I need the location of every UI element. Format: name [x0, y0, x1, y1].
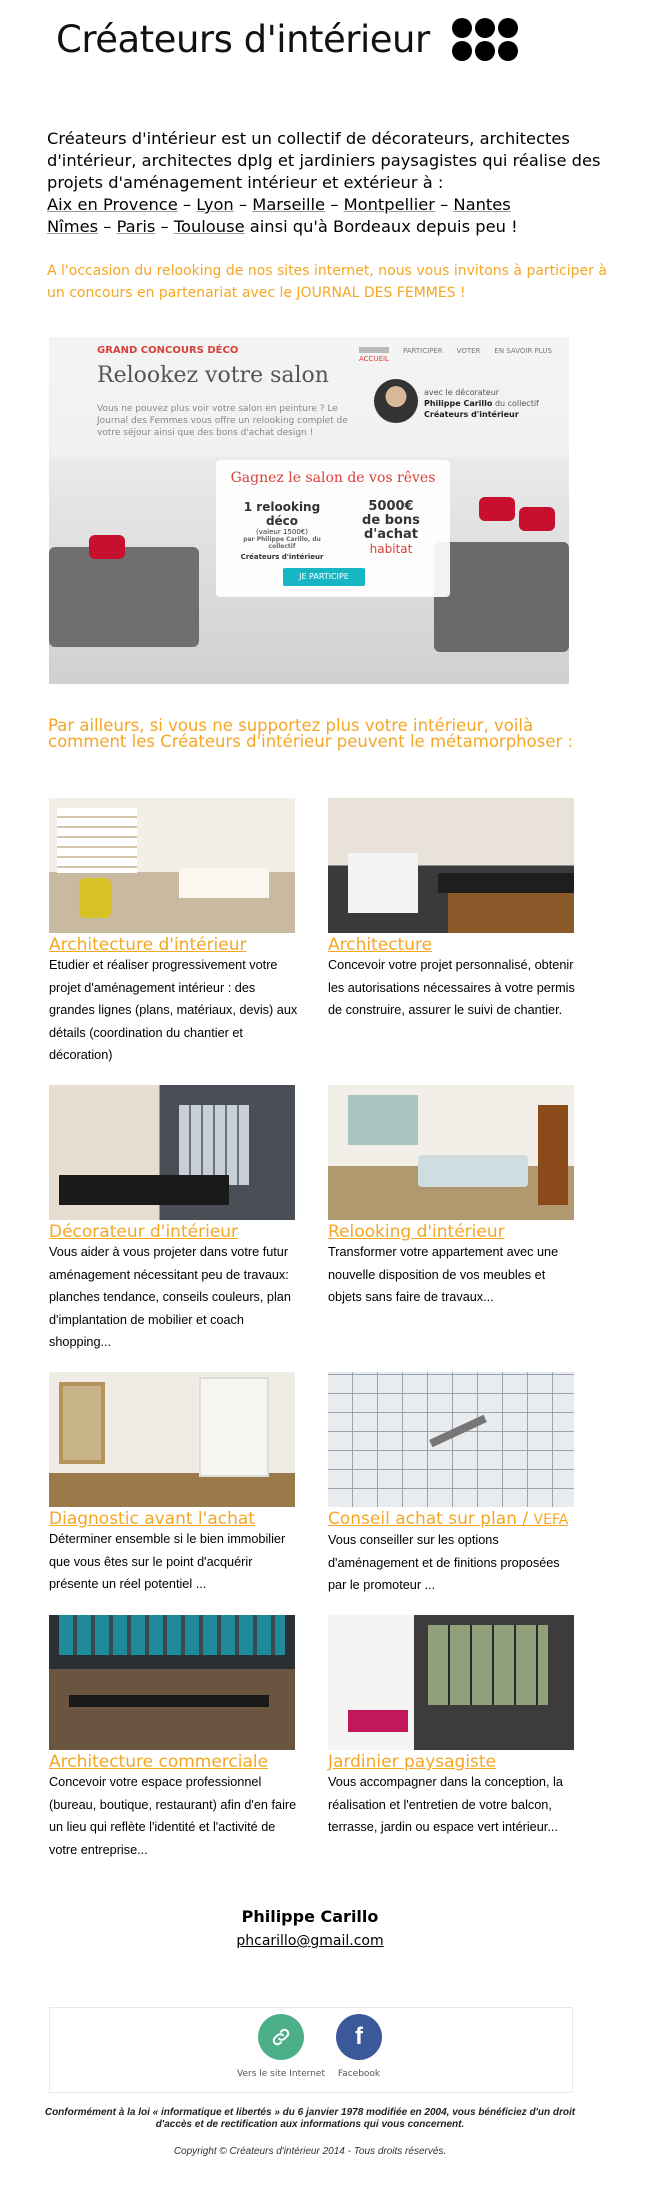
facebook-link[interactable] — [314, 2014, 404, 2079]
sofa-right — [434, 542, 569, 652]
intro-text: Créateurs d'intérieur est un collectif de décorateurs, architectes d'intérieur, architectes dplg et jardiniers paysagistes qui réalise des projets d'aménagement intérieur et extérieur à : — [47, 129, 601, 192]
city-link[interactable]: Aix en Provence — [47, 195, 178, 214]
service-photo[interactable] — [328, 1615, 574, 1750]
facebook-label: Facebook — [337, 2069, 381, 2079]
services-heading: Par ailleurs, si vous ne supportez plus votre intérieur, voilà comment les Créateurs d'intérieur peuvent le métamorphoser : — [48, 716, 574, 751]
service-photo[interactable] — [49, 798, 295, 933]
legal-notice: Conformément à la loi « informatique et libertés » du 6 janvier 1978 modifiée en 2004, vous bénéficiez d'un droit d'accès et de rectification aux informations qui vous concernent. — [44, 2107, 576, 2130]
service-photo[interactable] — [328, 1085, 574, 1220]
social-links — [49, 2007, 573, 2093]
participate-button[interactable]: JE PARTICIPE — [283, 568, 365, 586]
city-link[interactable]: Lyon — [196, 195, 234, 214]
service-desc: Concevoir votre projet personnalisé, obtenir les autorisations nécessaires à votre permis de construire, assurer le suivi de chantier. — [328, 958, 575, 1017]
service-photo[interactable] — [328, 798, 574, 933]
service-desc: Transformer votre appartement avec une nouvelle disposition de vos meubles et objets sans faire de travaux... — [328, 1245, 559, 1304]
banner-title: Relookez votre salon — [97, 363, 329, 388]
city-list: Aix en Provence – Lyon – Marseille – Montpellier – Nantes Nîmes – Paris – Toulouse ainsi qu'à Bordeaux depuis peu ! — [47, 195, 518, 236]
service-title[interactable]: Architecture d'intérieur — [49, 935, 247, 955]
service-title[interactable]: Jardinier paysagiste — [328, 1752, 497, 1772]
prize-title: Gagnez le salon de vos rêves — [230, 470, 436, 486]
service-title[interactable]: Architecture — [328, 935, 433, 955]
brand-logo[interactable] — [56, 18, 518, 61]
service-photo[interactable] — [328, 1372, 574, 1507]
service-card[interactable] — [328, 1085, 578, 1309]
service-desc: Vous accompagner dans la conception, la réalisation et l'entretien de votre balcon, terrasse, jardin ou espace vert intérieur... — [328, 1775, 563, 1834]
pillow — [479, 497, 515, 521]
signature-name: Philippe Carillo — [241, 1907, 379, 1926]
brand-dots-icon — [452, 18, 518, 61]
brand-name: Créateurs d'intérieur — [56, 18, 430, 61]
service-desc: Déterminer ensemble si le bien immobilier que vous êtes sur le point d'acquérir présente un réel potentiel ... — [49, 1532, 286, 1591]
city-link[interactable]: Paris — [116, 217, 156, 236]
city-link[interactable]: Nantes — [453, 195, 511, 214]
intro-paragraph — [47, 128, 607, 238]
city-link[interactable]: Marseille — [252, 195, 326, 214]
service-card[interactable] — [328, 798, 578, 1022]
service-card[interactable] — [328, 1615, 578, 1839]
service-desc: Concevoir votre espace professionnel (bureau, boutique, restaurant) afin d'en faire un lieu qui reflète l'identité et l'activité de votre entreprise... — [49, 1775, 297, 1857]
service-photo[interactable] — [49, 1372, 295, 1507]
service-title[interactable]: Conseil achat sur plan / VEFA — [328, 1509, 569, 1529]
service-desc: Etudier et réaliser progressivement votre projet d'aménagement intérieur : des grandes lignes (plans, matériaux, devis) aux détails (coordination du chantier et décoration) — [49, 958, 298, 1062]
facebook-icon[interactable]: f — [336, 2014, 382, 2060]
service-title[interactable]: Architecture commerciale — [49, 1752, 269, 1772]
service-title[interactable]: Relooking d'intérieur — [328, 1222, 505, 1242]
banner-nav-item[interactable]: EN SAVOIR PLUS — [494, 347, 552, 355]
service-card[interactable] — [49, 1085, 299, 1354]
service-photo[interactable] — [49, 1615, 295, 1750]
service-desc: Vous aider à vous projeter dans votre futur aménagement nécessitant peu de travaux: planches tendance, conseils couleurs, plan d'implantation de mobilier et coach shopping... — [49, 1245, 291, 1349]
service-card[interactable] — [328, 1372, 578, 1597]
intro-tail: ainsi qu'à Bordeaux depuis peu ! — [244, 217, 518, 236]
prize-offer-1: 1 relooking déco (valeur 1500€) par Philippe Carillo, du collectif Créateurs d'intérieur — [240, 500, 324, 561]
service-title[interactable]: Diagnostic avant l'achat — [49, 1509, 255, 1529]
banner-nav — [359, 347, 552, 363]
banner-label: GRAND CONCOURS DÉCO — [97, 345, 239, 356]
link-icon[interactable] — [258, 2014, 304, 2060]
service-photo[interactable] — [49, 1085, 295, 1220]
signature-email[interactable]: phcarillo@gmail.com — [236, 1933, 384, 1949]
pillow — [519, 507, 555, 531]
pillow — [89, 535, 125, 559]
service-card[interactable] — [49, 798, 299, 1067]
service-desc: Vous conseiller sur les options d'aménagement et de finitions proposées par le promoteur ... — [328, 1533, 560, 1592]
city-link[interactable]: Montpellier — [343, 195, 435, 214]
banner-decorator: avec le décorateur Philippe Carillo du collectif Créateurs d'intérieur — [424, 388, 539, 419]
website-label: Vers le site Internet — [237, 2069, 325, 2079]
contest-banner[interactable] — [49, 337, 569, 684]
banner-nav-item[interactable]: PARTICIPER — [402, 347, 443, 355]
contest-invite: A l'occasion du relooking de nos sites internet, nous vous invitons à participer à un concours en partenariat avec le JOURNAL DES FEMMES ! — [47, 263, 607, 301]
copyright: Copyright © Créateurs d'intérieur 2014 - Tous droits réservés. — [173, 2146, 447, 2157]
service-card[interactable] — [49, 1372, 299, 1596]
service-title[interactable]: Décorateur d'intérieur — [49, 1222, 239, 1242]
sofa-left — [49, 547, 199, 647]
banner-nav-item[interactable]: ACCUEIL — [359, 347, 389, 363]
avatar — [374, 379, 418, 423]
banner-nav-item[interactable]: VOTER — [456, 347, 481, 355]
prize-card — [216, 460, 450, 597]
banner-desc: Vous ne pouvez plus voir votre salon en peinture ? Le Journal des Femmes vous offre un relooking complet de votre séjour ainsi que des bons d'achat design ! — [97, 404, 348, 438]
city-link[interactable]: Nîmes — [47, 217, 99, 236]
website-link[interactable] — [236, 2014, 326, 2079]
service-card[interactable] — [49, 1615, 299, 1861]
city-link[interactable]: Toulouse — [173, 217, 245, 236]
prize-offer-2: 5000€ de bons d'achat habitat — [362, 499, 420, 556]
